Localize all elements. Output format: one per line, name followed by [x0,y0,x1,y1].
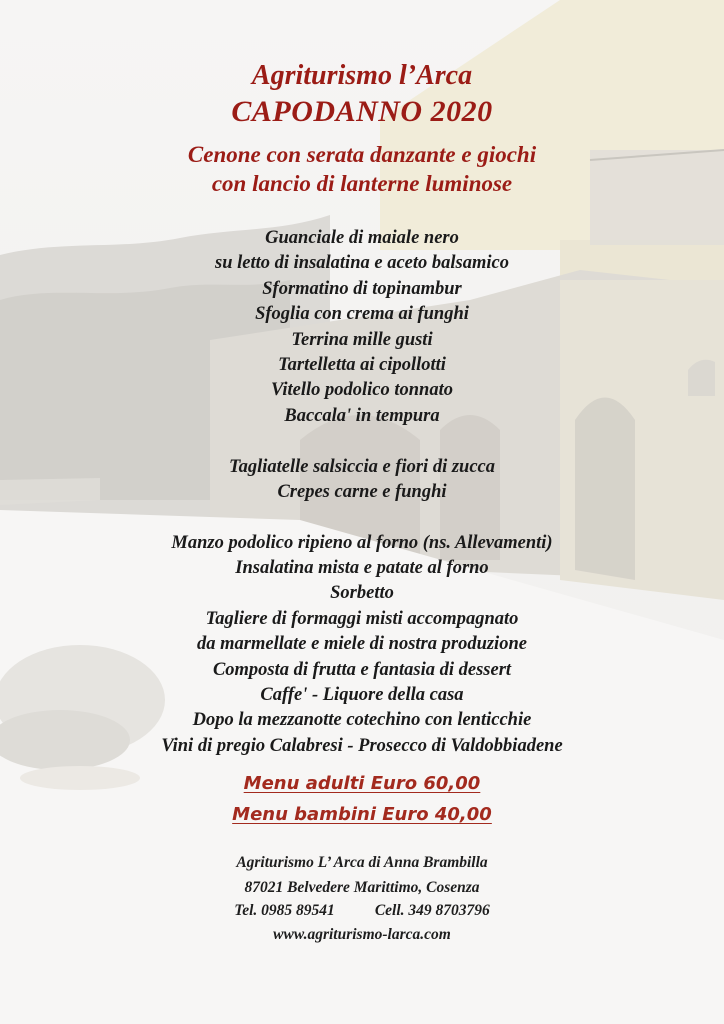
menu-item: Guanciale di maiale nero [265,228,459,248]
menu-item: Composta di frutta e fantasia di dessert [212,659,512,680]
menu-section-gap [0,429,724,454]
menu-item: Dopo la mezzanotte cotechino con lenticchie [192,710,532,731]
menu-item: Baccala' in tempura [284,405,440,426]
menu-item: Tartelletta ai cipollotti [278,354,446,375]
menu-item: Vini di pregio Calabresi - Prosecco di Valdobbiadene [161,735,563,756]
menu-item: Terrina mille gusti [291,329,433,350]
event-subtitle-line2: con lancio di lanterne luminose [211,171,513,196]
menu-item: Tagliere di formaggi misti accompagnato [205,608,519,629]
menu-list [0,226,724,759]
menu-section-gap [0,505,724,530]
menu-item: da marmellate e miele di nostra produzione [197,634,527,655]
menu-item: Sformatino di topinambur [262,278,462,299]
footer-phone: Tel. 0985 89541 [234,902,335,919]
event-title: CAPODANNO 2020 [231,95,493,128]
footer-owner: Agriturismo L’ Arca di Anna Brambilla [236,854,488,871]
menu-item: Crepes carne e funghi [277,481,447,502]
menu-item: Sorbetto [330,583,394,604]
menu-item: Tagliatelle salsiccia e fiori di zucca [229,456,495,477]
venue-name: Agriturismo l’Arca [251,60,473,91]
menu-item: Vitello podolico tonnato [271,380,453,401]
footer-website-link[interactable]: www.agriturismo-larca.com [273,926,451,943]
menu-item: Insalatina mista e patate al forno [235,558,489,579]
menu-item: Sfoglia con crema ai funghi [255,304,469,325]
footer-address: 87021 Belvedere Marittimo, Cosenza [244,879,480,896]
price-adults: Menu adulti Euro 60,00 [243,773,481,794]
menu-item: Manzo podolico ripieno al forno (ns. Allevamenti) [171,532,553,553]
menu-item: su letto di insalatina e aceto balsamico [215,253,509,274]
menu-item: Caffe' - Liquore della casa [260,685,464,706]
price-children: Menu bambini Euro 40,00 [232,804,492,825]
footer-contacts [0,903,724,919]
event-subtitle-line1: Cenone con serata danzante e giochi [187,142,537,167]
footer-mobile: Cell. 349 8703796 [374,902,490,919]
